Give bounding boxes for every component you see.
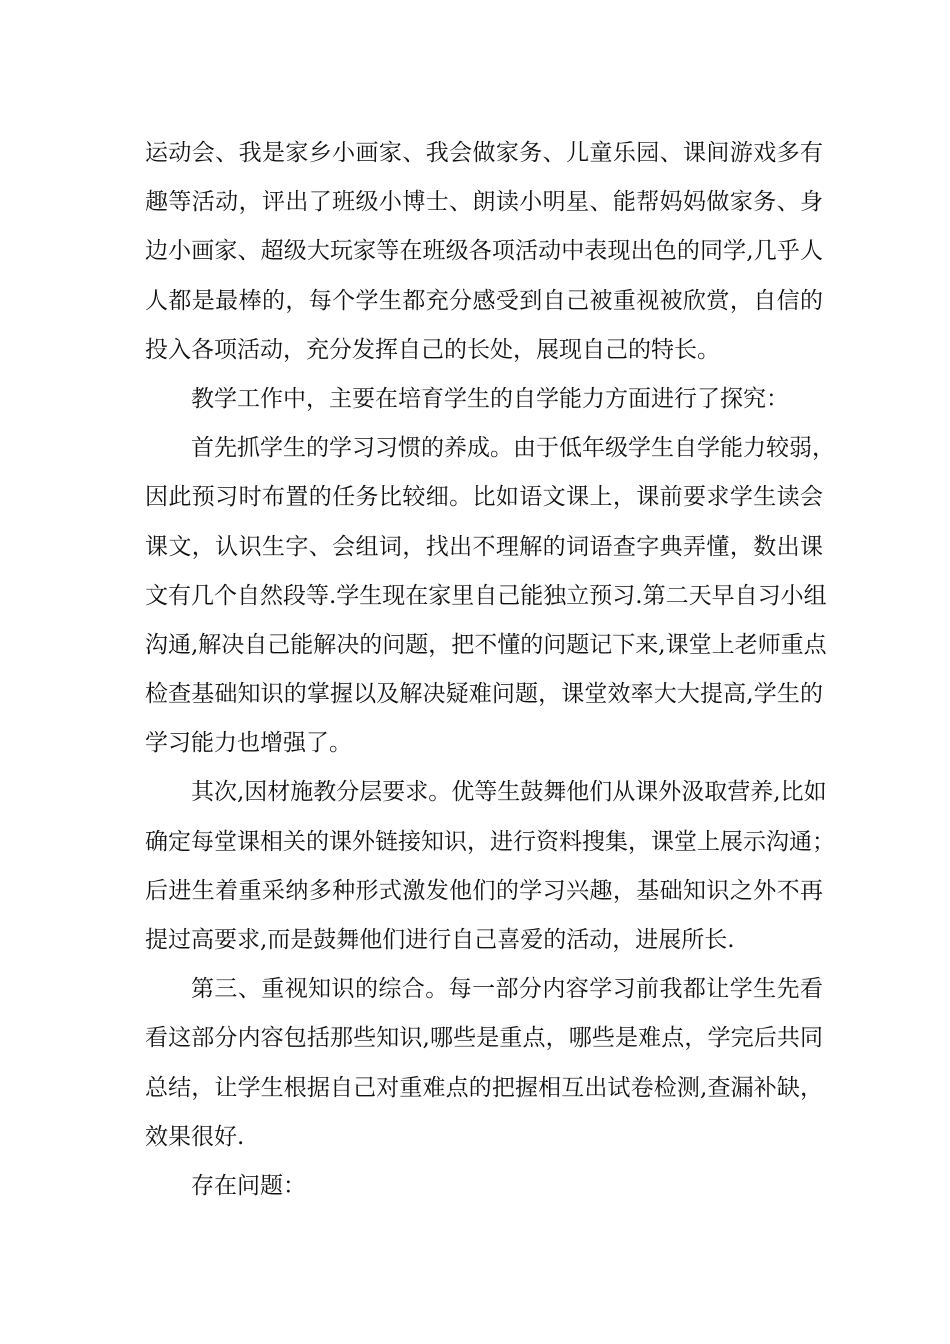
paragraph-knowledge-synthesis xyxy=(145,965,823,1162)
text-line: 首先抓学生的学习习惯的养成。由于低年级学生自学能力较弱， xyxy=(191,435,835,462)
text-line: 第三、重视知识的综合。每一部分内容学习前我都让学生先看 xyxy=(191,976,823,1003)
text-line: 运动会、我是家乡小画家、我会做家务、儿童乐园、课间游戏多有 xyxy=(145,140,823,166)
text-line: 沟通,解决自己能解决的问题，把不懂的问题记下来,课堂上老师重点 xyxy=(145,631,827,658)
text-line: 学习能力也增强了。 xyxy=(145,730,352,757)
text-line: 人都是最棒的，每个学生都充分感受到自己被重视被欣赏，自信的 xyxy=(145,287,823,314)
text-line: 检查基础知识的掌握以及解决疑难问题，课堂效率大大提高,学生的 xyxy=(145,681,823,708)
text-line: 教学工作中，主要在培育学生的自学能力方面进行了探究： xyxy=(191,385,789,412)
paragraph-problems-heading xyxy=(145,1162,823,1211)
text-line: 效果很好. xyxy=(145,1123,245,1150)
text-line: 看这部分内容包括那些知识,哪些是重点，哪些是难点，学完后共同 xyxy=(145,1025,823,1052)
paragraph-study-habits xyxy=(145,424,835,768)
text-line: 总结，让学生根据自己对重难点的把握相互出试卷检测,查漏补缺， xyxy=(145,1074,823,1101)
text-line: 投入各项活动，充分发挥自己的长处，展现自己的特长。 xyxy=(145,336,720,363)
text-line: 存在问题： xyxy=(191,1172,306,1199)
document-body xyxy=(145,129,835,1211)
text-line: 后进生着重采纳多种形式激发他们的学习兴趣，基础知识之外不再 xyxy=(145,877,823,904)
text-line: 文有几个自然段等.学生现在家里自己能独立预习.第二天早自习小组 xyxy=(145,582,827,609)
text-line: 课文，认识生字、会组词，找出不理解的词语查字典弄懂，数出课 xyxy=(145,533,823,560)
text-line: 其次,因材施教分层要求。优等生鼓舞他们从课外汲取营养,比如 xyxy=(191,779,827,806)
text-line: 确定每堂课相关的课外链接知识，进行资料搜集，课堂上展示沟通； xyxy=(145,828,835,855)
text-line: 趣等活动，评出了班级小博士、朗读小明星、能帮妈妈做家务、身 xyxy=(145,189,823,216)
paragraph-tiered-teaching xyxy=(145,768,835,965)
text-line: 边小画家、超级大玩家等在班级各项活动中表现出色的同学,几乎人 xyxy=(145,238,823,265)
paragraph-activities xyxy=(145,129,823,375)
text-line: 提过高要求,而是鼓舞他们进行自己喜爱的活动，进展所长. xyxy=(145,927,735,953)
paragraph-teaching-intro xyxy=(145,375,823,424)
text-line: 因此预习时布置的任务比较细。比如语文课上，课前要求学生读会 xyxy=(145,484,823,511)
